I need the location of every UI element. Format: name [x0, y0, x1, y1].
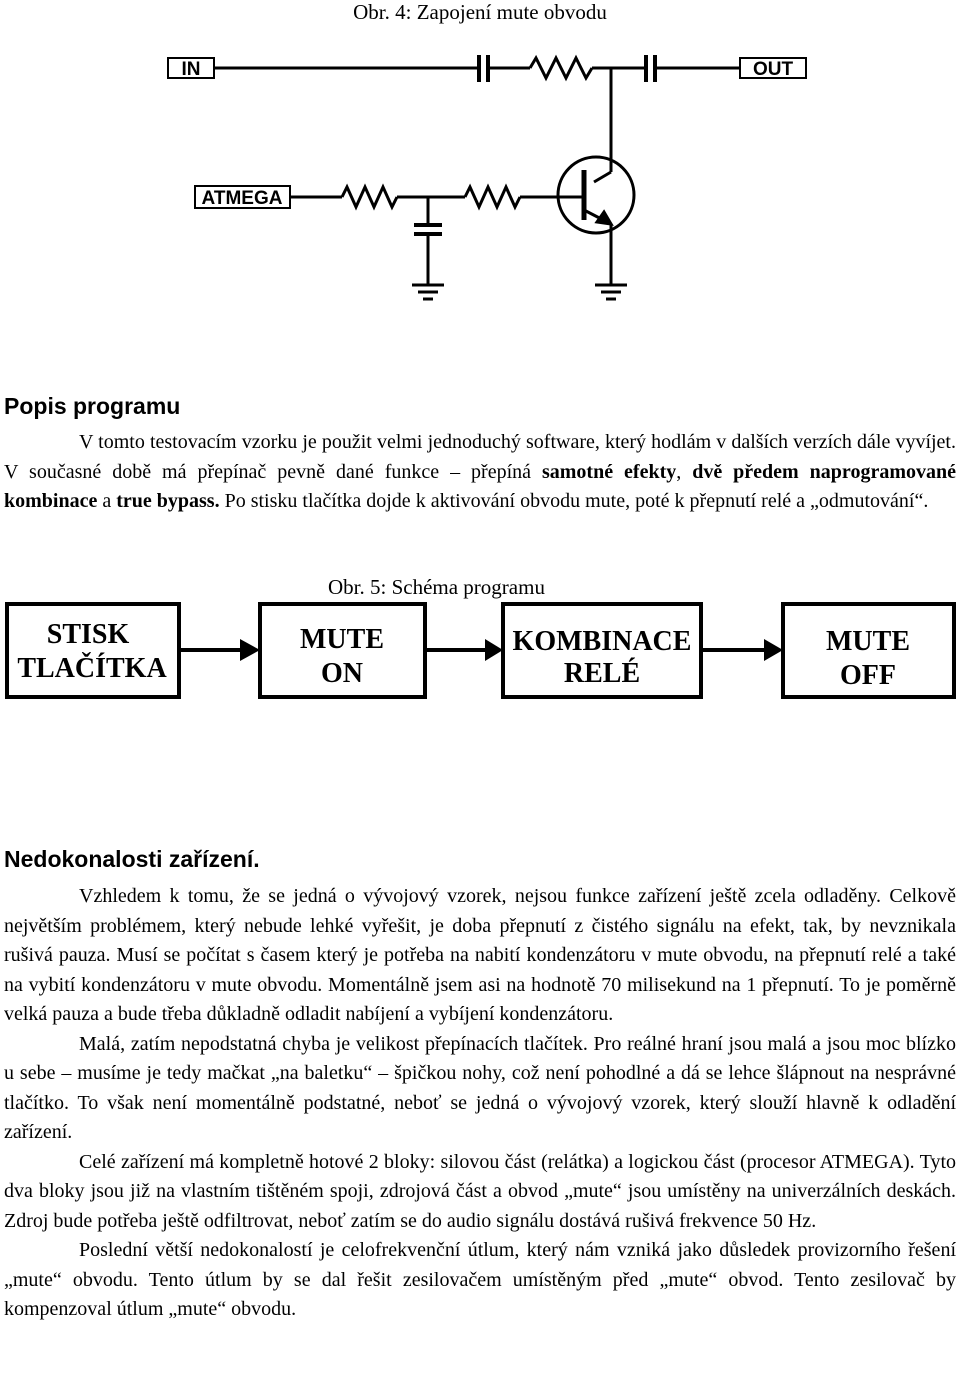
flow-block-press-line2: TLAČÍTKA — [17, 653, 167, 684]
flow-arrow-2 — [485, 639, 503, 661]
section-heading-program: Popis programu — [4, 393, 181, 419]
bold-run: true bypass. — [116, 490, 220, 512]
program-flow-diagram — [0, 598, 960, 708]
paragraph: Poslední větší nedokonalostí je celofrekvenční útlum, který nám vzniká jako důsledek provizorního řešení „mute“ obvodu. Tento útlum by se dal řešit zesilovačem umístěným před „mute“ obvod. Tento zesilovač by kompenzoval útlum „mute“ obvodu. — [4, 1239, 956, 1320]
in-label: IN — [181, 59, 201, 80]
mute-circuit-schematic — [0, 40, 960, 310]
flow-block-press-line1: STISK — [46, 619, 130, 650]
bold-run: dvě předem naprogramované kombinace — [4, 460, 956, 512]
figure-4-caption: Obr. 4: Zapojení mute obvodu — [353, 0, 607, 24]
program-description — [4, 428, 956, 517]
flow-block-mute-off-line2: OFF — [840, 660, 896, 691]
flow-arrow-1 — [240, 639, 260, 661]
ground-symbol-2 — [595, 285, 627, 299]
flow-arrow-3 — [764, 639, 783, 661]
text-run: a — [97, 490, 117, 512]
flow-block-mute-on-line2: ON — [321, 658, 363, 689]
flow-block-relay-line2: RELÉ — [563, 658, 641, 689]
flow-block-relay-line1: KOMBINACE — [512, 626, 692, 657]
paragraph: Celé zařízení má kompletně hotové 2 bloky: silovou část (relátka) a logickou část (procesor ATMEGA). Tyto dva bloky jsou již na vlastním tištěném spoji, zdrojová část a obvod „mute“ jsou umístěny na univerzálních deskách. Zdroj bude potřeba ještě odfiltrovat, neboť zatím se do audio signálu dostává rušivá frekvence 50 Hz. — [4, 1150, 956, 1232]
text-run: Po stisku tlačítka dojde k aktivování obvodu mute, poté k přepnutí relé a „odmutování“. — [219, 490, 929, 512]
flow-block-mute-off-line1: MUTE — [826, 626, 910, 657]
text-run: V tomto testovacím vzorku je použit velmi jednoduchý software, který hodlám v dalších verzích dále vyvíjet. V současné době má přepínač pevně dané funkce – přepíná — [4, 431, 956, 483]
paragraph: Malá, zatím nepodstatná chyba je velikost přepínacích tlačítek. Pro reálné hraní jsou malá a jsou moc blízko u sebe – musíme je tedy mačkat „na baletku“ – špičkou nohy, což není pohodlné a dá se lehce šlápnout na nesprávné tlačítko. To však není momentálně podstatné, neboť se jedná o vývojový vzorek, který slouží hlavně k odladění zařízení. — [4, 1032, 956, 1143]
atmega-label: ATMEGA — [201, 188, 283, 209]
bold-run: samotné efekty — [541, 460, 677, 483]
text-run: , — [676, 460, 693, 483]
resistor-base-2 — [465, 187, 520, 207]
ground-symbol-1 — [412, 285, 444, 299]
section-heading-imperfections: Nedokonalosti zařízení. — [4, 846, 260, 872]
flow-block-mute-on-line1: MUTE — [300, 624, 384, 655]
emitter-arrow — [597, 212, 611, 224]
figure-5-caption: Obr. 5: Schéma programu — [328, 575, 545, 599]
resistor-base-1 — [342, 187, 397, 207]
paragraph: Vzhledem k tomu, že se jedná o vývojový vzorek, nejsou funkce zařízení ještě zcela odladěny. Celkově největším problémem, který nebude lehké vyřešit, je doba přepnutí z čistého signálu na efekt, tak, by nevznikala rušivá pauza. Musí se počítat s časem který je potřeba na nabití kondenzátoru v mute obvodu, na přepnutí relé a také na vybití kondenzátoru v mute obvodu. Momentálně jsem asi na hodnotě 70 milisekund na 1 přepnutí. To je poměrně velká pauza a bude třeba důkladně odladit nabíjení a vybíjení kondenzátoru. — [4, 885, 956, 1025]
out-label: OUT — [752, 59, 794, 80]
resistor-series — [530, 58, 592, 78]
imperfections-body — [4, 882, 956, 1325]
